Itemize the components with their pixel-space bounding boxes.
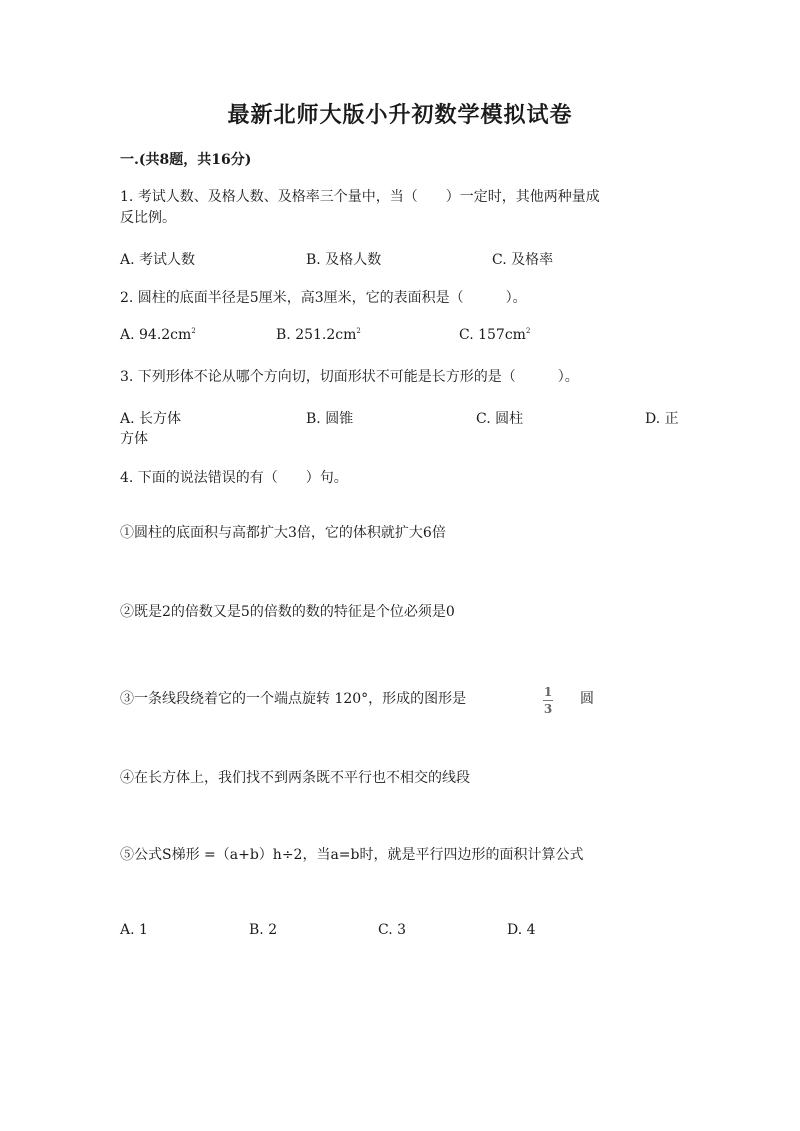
statement-3: ③一条线段绕着它的一个端点旋转 120°，形成的图形是 <box>120 691 467 707</box>
q2-option-a: A. $94.2cm^2$ <box>120 327 196 343</box>
fraction-denominator: 3 <box>543 702 553 716</box>
q4-option-c: C. 3 <box>378 922 407 938</box>
fraction-bar <box>543 700 553 701</box>
statement-4: ④在长方体上，我们找不到两条既不平行也不相交的线段 <box>120 770 470 786</box>
q4-option-b: B. 2 <box>249 922 278 938</box>
statement-3-end: 圆 <box>580 691 594 707</box>
q3-option-d: D. 正 <box>645 411 679 427</box>
q3-option-b: B. 圆锥 <box>306 411 354 427</box>
q2-option-c: C. $157cm^2$ <box>459 327 531 343</box>
section-heading: 一.(共8题，共16分) <box>120 152 252 168</box>
statement-1: ①圆柱的底面积与高都扩大3倍，它的体积就扩大6倍 <box>120 525 446 541</box>
question-3: 3. 下列形体不论从哪个方向切，切面形状不可能是长方形的是（ ）。 <box>120 369 579 385</box>
question-4: 4. 下面的说法错误的有（ ）句。 <box>120 470 348 486</box>
q1-option-c: C. 及格率 <box>492 252 554 268</box>
statement-5: ⑤公式S梯形 =（a+b）h÷2，当a=b时，就是平行四边形的面积计算公式 <box>120 847 584 863</box>
q2-option-b: B. $251.2cm^2$ <box>276 327 361 343</box>
q3-option-a: A. 长方体 <box>120 411 182 427</box>
statement-2: ②既是2的倍数又是5的倍数的数的特征是个位必须是0 <box>120 604 455 620</box>
q1-option-a: A. 考试人数 <box>120 252 196 268</box>
q1-option-b: B. 及格人数 <box>306 252 382 268</box>
question-1-line-1: 1. 考试人数、及格人数、及格率三个量中，当（ ）一定时，其他两种量成 <box>120 189 600 205</box>
q3-option-d-wrap: 方体 <box>120 431 148 447</box>
question-2: 2. 圆柱的底面半径是5厘米，高3厘米，它的表面积是（ ）。 <box>120 290 527 306</box>
page-title: 最新北师大版小升初数学模拟试卷 <box>227 102 573 128</box>
q3-option-c: C. 圆柱 <box>476 411 524 427</box>
q4-option-a: A. 1 <box>120 922 148 938</box>
fraction-numerator: 1 <box>543 685 553 699</box>
question-1-line-2: 反比例。 <box>120 210 176 226</box>
q4-option-d: D. 4 <box>507 922 536 938</box>
fraction-one-third <box>543 684 553 715</box>
